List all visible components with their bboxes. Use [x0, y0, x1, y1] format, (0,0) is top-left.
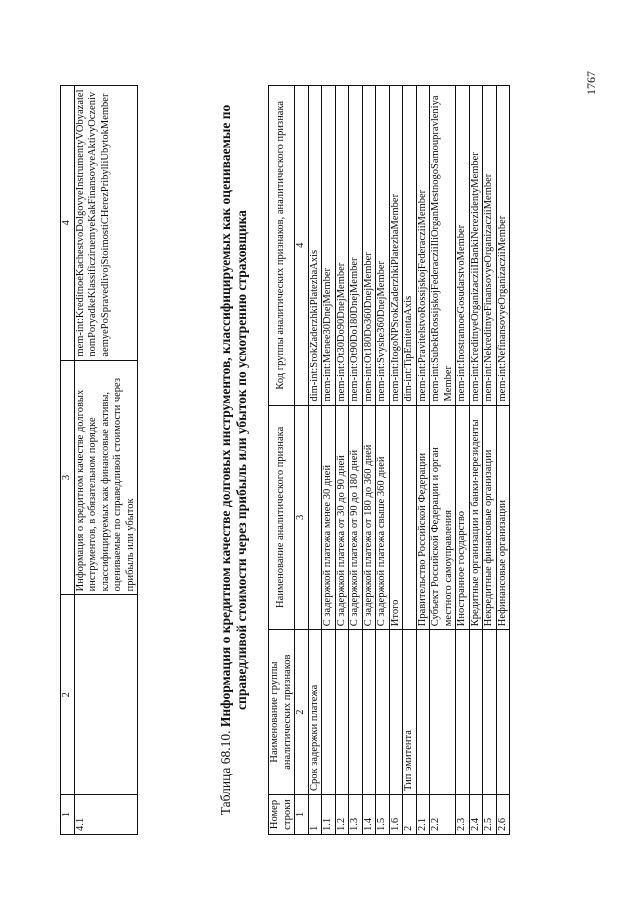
page-number: 1767	[584, 71, 598, 95]
table-row	[469, 86, 483, 835]
table-row	[376, 86, 390, 835]
table-row	[362, 86, 376, 835]
header-cell: Наименование аналитического признака	[269, 405, 295, 630]
code-cell: mem-int:PravitelstvoRossijskojFederacziiMember	[416, 86, 430, 406]
group-name-cell	[483, 630, 497, 795]
code-cell: mem-int:Ot30Do90DnejMember	[335, 86, 349, 406]
attribute-name-cell: Субъект Российской Федерации и орган местного самоуправления	[430, 405, 456, 630]
attribute-name-cell: Нефинансовые организации	[496, 405, 510, 630]
attribute-name-cell	[403, 405, 417, 630]
attribute-name-cell	[308, 405, 322, 630]
main-table	[268, 85, 510, 835]
attribute-name-cell: Иностранное государство	[456, 405, 470, 630]
code-cell: mem-int:Ot90Do180DnejMember	[349, 86, 363, 406]
col-number: 2	[61, 595, 75, 795]
caption-title: Информация о кредитном качестве долговых инструментов, классифицируемых как оцениваемые по справедливой стоимости через прибыль или убыток по усмотрению страховщика	[218, 104, 249, 728]
table-row	[349, 86, 363, 835]
col-number: 2	[295, 630, 309, 795]
code-cell: dim-int:SrokZaderzhkiPlatezhaAxis	[308, 86, 322, 406]
table-row	[456, 86, 470, 835]
code-cell: mem-int:NekreditnyeFinansovyeOrganizacziiMember	[483, 86, 497, 406]
code-cell: dim-int:TipEmitentaAxis	[403, 86, 417, 406]
row-number: 2.3	[456, 795, 470, 835]
header-cell: Наименование группы аналитических признаков	[269, 630, 295, 795]
row-number: 1.2	[335, 795, 349, 835]
group-name-cell	[74, 595, 138, 795]
header-cell: Номер строки	[269, 795, 295, 835]
header-row	[269, 86, 295, 835]
group-name-cell: Срок задержки платежа	[308, 630, 322, 795]
table-body	[308, 86, 510, 835]
group-name-cell	[430, 630, 456, 795]
row-number: 2.5	[483, 795, 497, 835]
row-number: 2.1	[416, 795, 430, 835]
table-row	[416, 86, 430, 835]
attribute-name-cell: С задержкой платежа от 180 до 360 дней	[362, 405, 376, 630]
group-name-cell: Тип эмитента	[403, 630, 417, 795]
code-cell: mem-int:InostrannoeGosudarstvoMember	[456, 86, 470, 406]
col-number: 4	[295, 86, 309, 406]
group-name-cell	[362, 630, 376, 795]
col-number: 4	[61, 86, 75, 361]
group-name-cell	[322, 630, 336, 795]
table-row	[74, 86, 138, 835]
row-number: 1.5	[376, 795, 390, 835]
col-number: 1	[61, 795, 75, 835]
row-number: 1	[308, 795, 322, 835]
code-cell: mem-int:Menee30DnejMember	[322, 86, 336, 406]
attribute-name-cell: С задержкой платежа менее 30 дней	[322, 405, 336, 630]
table-row	[483, 86, 497, 835]
table-row	[322, 86, 336, 835]
group-name-cell	[376, 630, 390, 795]
code-cell: mem-int:Svyshe360DnejMember	[376, 86, 390, 406]
col-number: 3	[295, 405, 309, 630]
group-name-cell	[416, 630, 430, 795]
group-name-cell	[469, 630, 483, 795]
row-number: 1.1	[322, 795, 336, 835]
attribute-name-cell: Кредитные организации и банки-нерезиденты	[469, 405, 483, 630]
header-cell: Код группы аналитических признаков, аналитического признака	[269, 86, 295, 406]
attribute-name-cell: Некредитные финансовые организации	[483, 405, 497, 630]
table-row	[430, 86, 456, 835]
column-number-row	[295, 86, 309, 835]
code-cell: mem-int:KreditnoeKachestvoDolgovyeInstrumentyVObyazatelnomPoryadkeKlassificziruemyeKakFinansovyeAktivyOczenivaemyePoSpravedlivojStoimostiCHerezPribylliUbytokMember	[74, 86, 138, 361]
table-row	[389, 86, 403, 835]
attribute-name-cell: С задержкой платежа от 30 до 90 дней	[335, 405, 349, 630]
attribute-name-cell: С задержкой платежа от 90 до 180 дней	[349, 405, 363, 630]
table-row	[308, 86, 322, 835]
group-name-cell	[496, 630, 510, 795]
row-number: 1.3	[349, 795, 363, 835]
caption-prefix: Таблица 68.10.	[218, 730, 233, 816]
code-cell: mem-int:SubektRossijskojFederacziiIliOrganMestnogoSamoupravleniyaMember	[430, 86, 456, 406]
table-row	[496, 86, 510, 835]
group-name-cell	[335, 630, 349, 795]
row-number: 1.6	[389, 795, 403, 835]
continuation-table	[60, 85, 138, 835]
code-cell: mem-int:ItogoNPSrokZaderzhkiPlatezhaMember	[389, 86, 403, 406]
row-number: 2.4	[469, 795, 483, 835]
table-caption	[218, 85, 250, 835]
attribute-name-cell: Итого	[389, 405, 403, 630]
code-cell: mem-int:Ot180Do360DnejMember	[362, 86, 376, 406]
code-cell: mem-int:NefinansovyeOrganizacziiMember	[496, 86, 510, 406]
row-number: 4.1	[74, 795, 138, 835]
col-number: 3	[61, 360, 75, 595]
table-row	[335, 86, 349, 835]
attribute-name-cell: Правительство Российской Федерации	[416, 405, 430, 630]
row-number: 1.4	[362, 795, 376, 835]
group-name-cell	[389, 630, 403, 795]
row-number: 2.6	[496, 795, 510, 835]
group-name-cell	[349, 630, 363, 795]
attribute-name-cell: С задержкой платежа свыше 360 дней	[376, 405, 390, 630]
row-number: 2	[403, 795, 417, 835]
col-number: 1	[295, 795, 309, 835]
row-number: 2.2	[430, 795, 456, 835]
table-row	[403, 86, 417, 835]
group-name-cell	[456, 630, 470, 795]
column-number-row	[61, 86, 75, 835]
code-cell: mem-int:KreditnyeOrganizacziiIBankiNerezidentyMember	[469, 86, 483, 406]
description-cell: Информация о кредитном качестве долговых инструментов, в обязательном порядке классифицируемых как финансовые активы, оцениваемые по справедливой стоимости через прибыль или убыток	[74, 360, 138, 595]
